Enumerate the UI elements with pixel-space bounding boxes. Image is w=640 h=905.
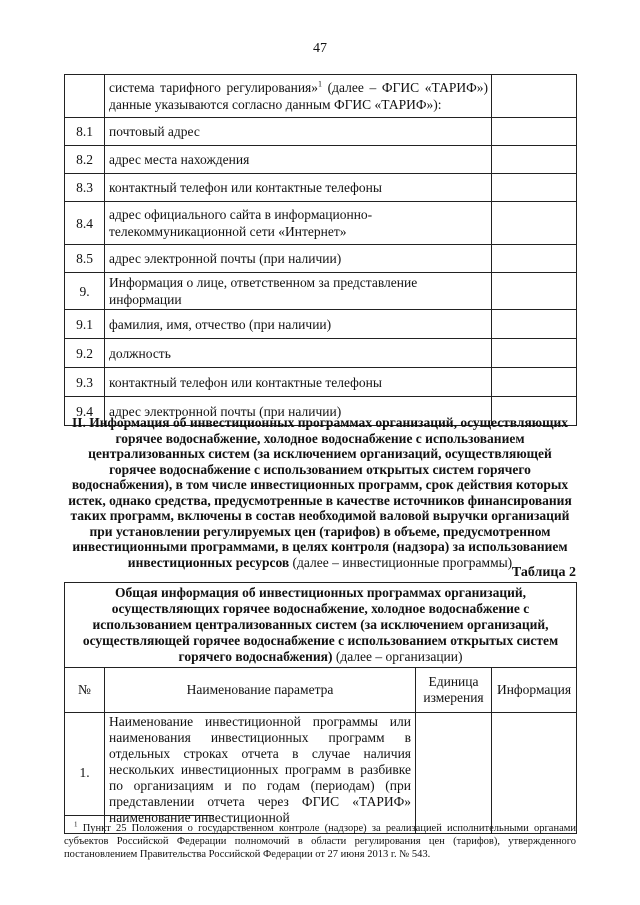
- table-caption: Таблица 2: [511, 565, 576, 580]
- table-row: [65, 174, 577, 202]
- row-text: почтовый адрес: [105, 118, 492, 146]
- table-row: [65, 146, 577, 174]
- row-number: 8.4: [65, 202, 105, 245]
- table-row: [65, 118, 577, 146]
- section-heading: II. Информация об инвестиционных программах организаций, осуществляющих горячее водоснабжение, холодное водоснабжение с использованием централизованных систем (за исключением организаций, осуществляющей горячее водоснабжение с использованием открытых систем горячего водоснабжения), в том числе инвестиционных программ, срок действия которых истек, однако средства, предусмотренные в качестве источников финансирования таких программ, включены в состав необходимой валовой выручки организаций при установлении регулируемых цен (тарифов) в объеме, предусмотренном инвестиционными программами, в целях контроля (надзора) за использованием инвестиционных ресурсов (далее – инвестиционные программы): [68, 415, 572, 570]
- table-row: [65, 339, 577, 368]
- footnote: [64, 822, 576, 861]
- row-information-cell: [492, 310, 577, 339]
- table-row: [65, 273, 577, 310]
- row-number: 8.5: [65, 245, 105, 273]
- footnote-divider: [64, 815, 214, 816]
- row-number: 9.: [65, 273, 105, 310]
- row-number: 9.2: [65, 339, 105, 368]
- row-text: Наименование инвестиционной программы или наименования инвестиционных программ в отдельных строках отчета в случае наличия нескольких инвестиционных программ в разбивке по организациям и по годам (периодам) (при представлении отчета через ФГИС «ТАРИФ» наименование инвестиционной: [105, 713, 416, 834]
- table-row: [65, 245, 577, 273]
- row-information-cell: [492, 339, 577, 368]
- header-parameter-name: Наименование параметра: [105, 668, 416, 713]
- table-row: [65, 202, 577, 245]
- row-text: Информация о лице, ответственном за представление информации: [105, 273, 492, 310]
- row-text: контактный телефон или контактные телефоны: [105, 174, 492, 202]
- header-unit: Единица измерения: [416, 668, 492, 713]
- row-unit-cell: [416, 713, 492, 834]
- row-text: адрес электронной почты (при наличии): [105, 245, 492, 273]
- header-information: Информация: [492, 668, 577, 713]
- row-information-cell: [492, 146, 577, 174]
- parameters-table-continued: [64, 74, 577, 426]
- footnote-text: Пункт 25 Положения о государственном контроле (надзоре) за реализацией исполнительными органами субъектов Российской Федерации полномочий в области регулирования цен (тарифов), утвержденного постановлением Правительства Российской Федерации от 27 июня 2013 г. № 543.: [64, 823, 576, 860]
- row-information-cell: [492, 174, 577, 202]
- row-information-cell: [492, 75, 577, 118]
- row-number: 9.1: [65, 310, 105, 339]
- table-title: Общая информация об инвестиционных программах организаций, осуществляющих горячее водоснабжение, холодное водоснабжение с использованием централизованных систем (за исключением организаций, осуществляющей горячее водоснабжение с использованием открытых систем горячего водоснабжения) (далее – организации): [65, 583, 577, 668]
- header-number: №: [65, 668, 105, 713]
- row-text: адрес места нахождения: [105, 146, 492, 174]
- table-title-row: [65, 583, 577, 668]
- row-number: 9.3: [65, 368, 105, 397]
- row-information-cell: [492, 273, 577, 310]
- table-row: [65, 368, 577, 397]
- row-information-cell: [492, 118, 577, 146]
- table-header-row: [65, 668, 577, 713]
- investment-programs-table-viewport: [64, 582, 578, 825]
- row-number: 1.: [65, 713, 105, 834]
- row-number: 8.3: [65, 174, 105, 202]
- row-text: контактный телефон или контактные телефоны: [105, 368, 492, 397]
- row-text: должность: [105, 339, 492, 368]
- row-number: [65, 75, 105, 118]
- row-information-cell: [492, 202, 577, 245]
- row-information-cell: [492, 713, 577, 834]
- page-number: 47: [313, 41, 327, 56]
- investment-programs-table: [64, 582, 577, 834]
- row-number: 8.2: [65, 146, 105, 174]
- row-information-cell: [492, 368, 577, 397]
- footnote-marker: 1: [74, 820, 78, 829]
- row-number: 9.4: [65, 397, 105, 426]
- row-text: фамилия, имя, отчество (при наличии): [105, 310, 492, 339]
- row-text: адрес электронной почты (при наличии): [105, 397, 492, 426]
- row-number: 8.1: [65, 118, 105, 146]
- table-row: [65, 310, 577, 339]
- row-information-cell: [492, 245, 577, 273]
- row-text: адрес официального сайта в информационно-телекоммуникационной сети «Интернет»: [105, 202, 492, 245]
- footnote-reference: 1: [318, 79, 323, 89]
- table-row: [65, 75, 577, 118]
- row-text: система тарифного регулирования»$^1$ (далее – ФГИС «ТАРИФ») данные указываются согласно данным ФГИС «ТАРИФ»):: [105, 75, 492, 118]
